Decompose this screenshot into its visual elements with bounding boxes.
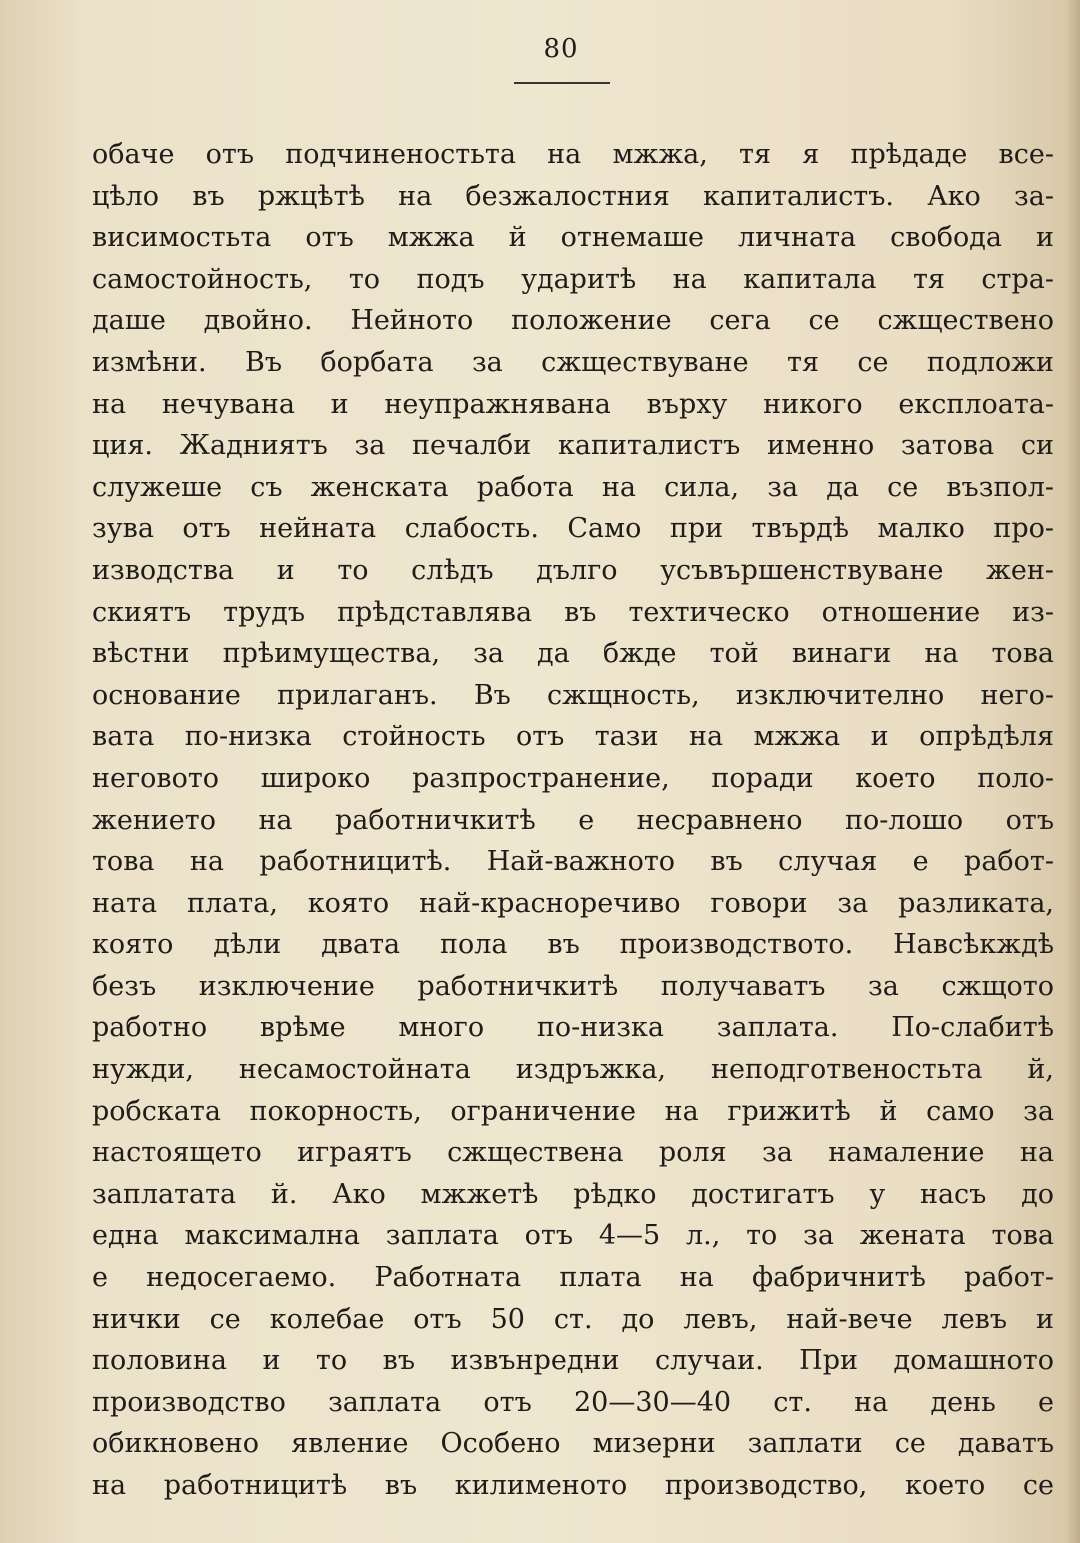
text-line: неговото широко разпространение, поради което поло-	[92, 762, 1054, 794]
text-line: заплатата й. Ако мжжетѣ рѣдко достигатъ у насъ до	[92, 1178, 1054, 1210]
text-line: жението на работничкитѣ е несравнено по-лошо отъ	[92, 804, 1054, 836]
text-line: работно врѣме много по-низка заплата. По-слабитѣ	[92, 1012, 1054, 1044]
body-text	[92, 134, 1054, 1507]
text-line: производство заплата отъ 20—30—40 ст. на день е	[92, 1386, 1054, 1418]
text-line: вата по-низка стойность отъ тази на мжжа и опрѣдѣля	[92, 721, 1054, 753]
text-line: това на работницитѣ. Най-важното въ случая е работ-	[92, 846, 1054, 878]
text-line: цѣло въ ржцѣтѣ на безжалостния капиталистъ. Ако за-	[92, 180, 1054, 212]
text-line: изводства и то слѣдъ дълго усъвършенствуване жен-	[92, 554, 1054, 586]
text-line: половина и то въ извънредни случаи. При домашното	[92, 1345, 1054, 1377]
text-line: обикновено явление Особено мизерни заплати се даватъ	[92, 1428, 1054, 1460]
text-line: която дѣли двата пола въ производството. Навсѣкждѣ	[92, 929, 1054, 961]
text-line: даше двойно. Нейното положение сега се сжществено	[92, 305, 1054, 337]
text-line: измѣни. Въ борбата за сжществуване тя се подложи	[92, 346, 1054, 378]
page-edge-shadow	[1066, 0, 1080, 1543]
text-line: скиятъ трудъ прѣдставлява въ техтическо отношение из-	[92, 596, 1054, 628]
text-line: зува отъ нейната слабость. Само при твърдѣ малко про-	[92, 513, 1054, 545]
text-line: обаче отъ подчиненостьта на мжжа, тя я прѣдаде все-	[92, 139, 1054, 170]
text-line: безъ изключение работничкитѣ получаватъ за сжщото	[92, 970, 1054, 1002]
text-line: висимостьта отъ мжжа й отнемаше личната свобода и	[92, 222, 1054, 254]
text-line: самостойность, то подъ ударитѣ на капитала тя стра-	[92, 263, 1054, 295]
text-line: основание прилаганъ. Въ сжщность, изключително него-	[92, 679, 1054, 711]
text-line: една максимална заплата отъ 4—5 л., то за жената това	[92, 1220, 1054, 1252]
text-line: настоящето играятъ сжществена роля за намаление на	[92, 1137, 1054, 1169]
text-line: служеше съ женската работа на сила, за да се възпол-	[92, 471, 1054, 503]
text-line: ция. Жадниятъ за печалби капиталистъ именно затова си	[92, 430, 1054, 462]
header-rule	[514, 82, 610, 84]
page-number: 80	[543, 34, 579, 64]
text-line: на нечувана и неупражнявана върху никого експлоата-	[92, 388, 1054, 420]
text-line: на работницитѣ въ килименото производство, което се	[92, 1470, 1054, 1501]
text-line: нички се колебае отъ 50 ст. до левъ, най-вече левъ и	[92, 1303, 1054, 1335]
text-line: нужди, несамостойната издръжка, неподготвеностьта й,	[92, 1054, 1054, 1086]
text-line: робската покорность, ограничение на грижитѣ й само за	[92, 1095, 1054, 1127]
text-line: вѣстни прѣимущества, за да бжде той винаги на това	[92, 638, 1054, 670]
text-line: ната плата, която най-красноречиво говори за разликата,	[92, 887, 1054, 919]
text-line: е недосегаемо. Работната плата на фабричнитѣ работ-	[92, 1262, 1054, 1294]
